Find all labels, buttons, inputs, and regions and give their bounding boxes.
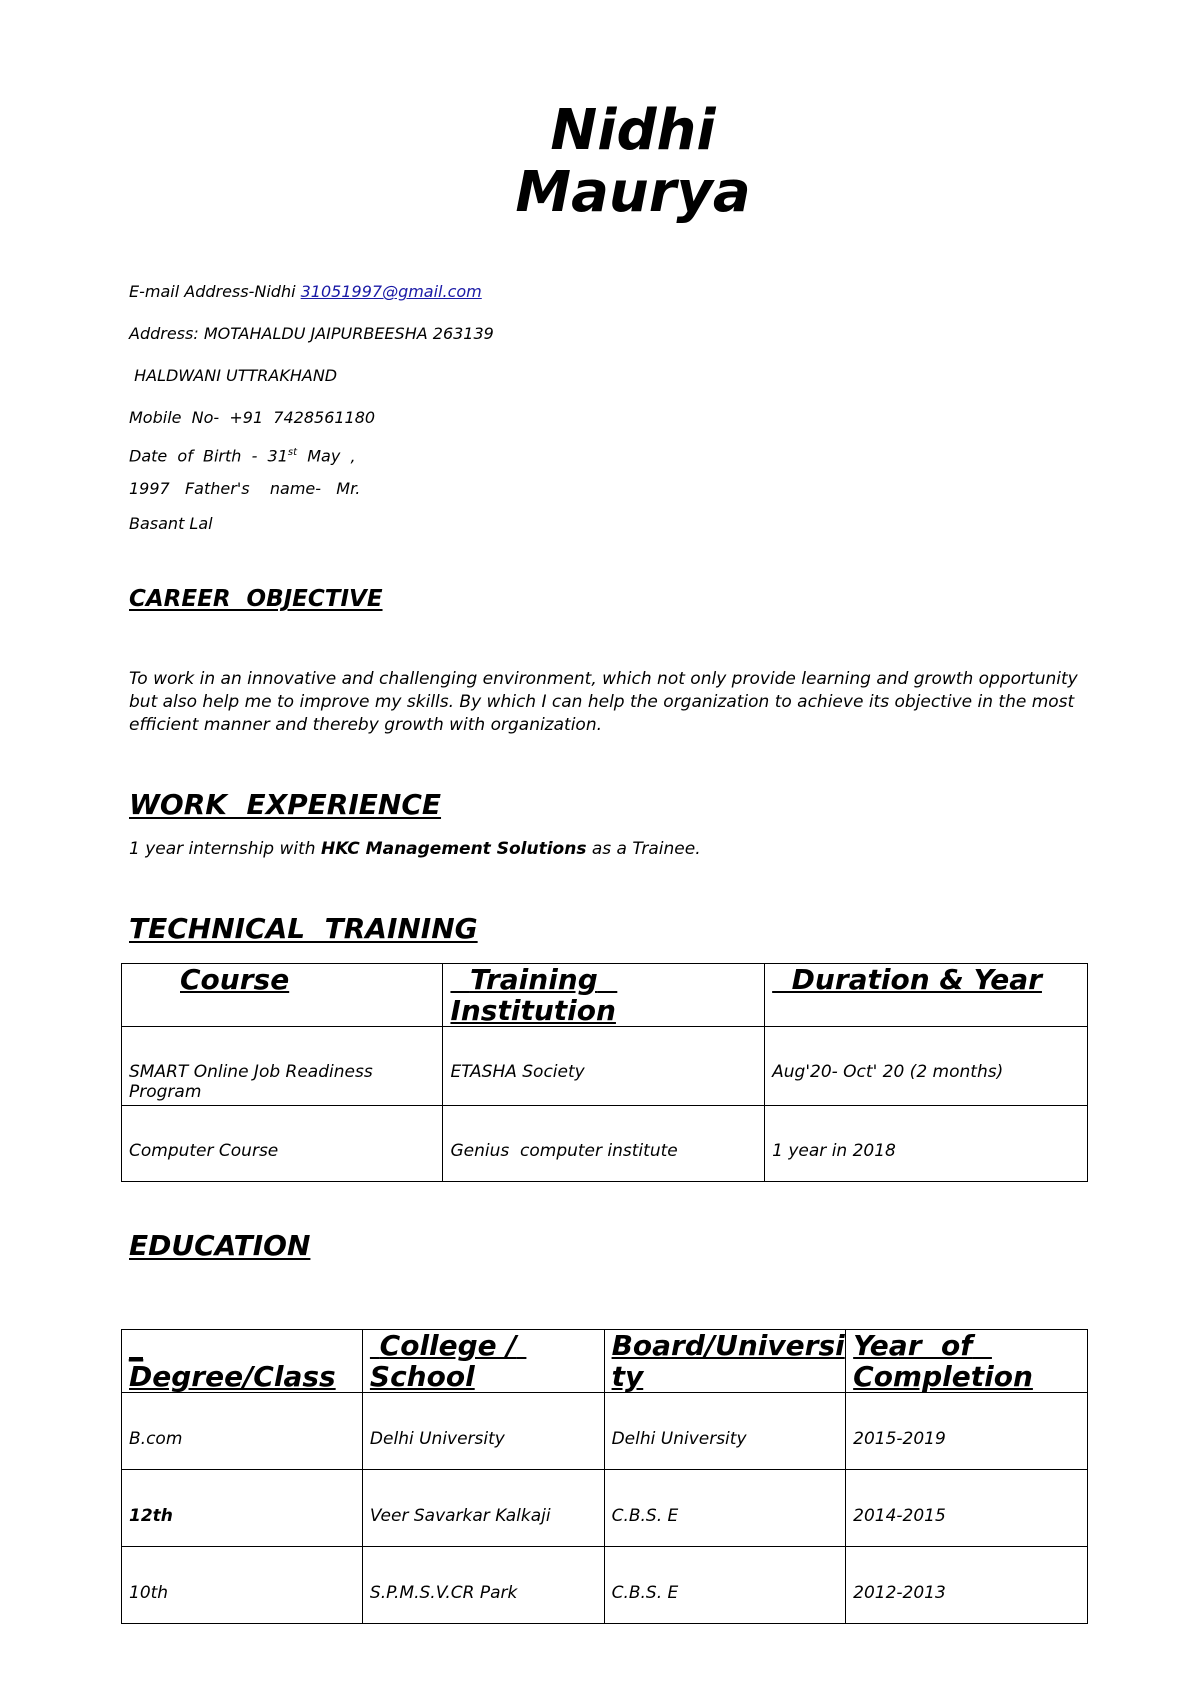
education-year: 2015-2019 — [846, 1393, 1088, 1470]
work-suffix: as a Trainee. — [586, 839, 701, 859]
education-header-board: Board/University — [604, 1330, 846, 1393]
dob-superscript: st — [287, 447, 298, 458]
career-objective-heading: CAREER OBJECTIVE — [129, 586, 383, 612]
education-degree: 10th — [122, 1547, 363, 1624]
education-table — [121, 1329, 1088, 1624]
education-header-year: Year of Completion — [846, 1330, 1088, 1393]
work-experience-heading: WORK EXPERIENCE — [129, 788, 442, 821]
email-label: E-mail Address-Nidhi — [129, 282, 301, 301]
education-degree: 12th — [122, 1470, 363, 1547]
technical-training-heading: TECHNICAL TRAINING — [129, 912, 478, 945]
education-heading: EDUCATION — [129, 1229, 311, 1262]
work-prefix: 1 year internship with — [129, 839, 321, 859]
table-row — [122, 1393, 1088, 1470]
father-name: Basant Lal — [129, 514, 213, 533]
date-of-birth — [129, 443, 356, 466]
education-board: Delhi University — [604, 1393, 846, 1470]
mobile-number: Mobile No- +91 7428561180 — [129, 408, 376, 427]
dob-year-father: 1997 Father's name- Mr. — [129, 479, 361, 498]
last-name: Maurya — [515, 160, 751, 225]
training-header-institution: Training Institution — [443, 964, 765, 1027]
education-board: C.B.S. E — [604, 1547, 846, 1624]
work-experience-text — [129, 838, 1089, 861]
work-company: HKC Management Solutions — [320, 839, 587, 859]
education-degree: B.com — [122, 1393, 363, 1470]
table-row — [122, 1470, 1088, 1547]
education-college: Veer Savarkar Kalkaji — [362, 1470, 604, 1547]
education-header-degree: _ Degree/Class — [122, 1330, 363, 1393]
email-line — [129, 282, 482, 302]
training-course: SMART Online Job Readiness Program — [122, 1027, 443, 1106]
training-header-course: Course — [122, 964, 443, 1027]
candidate-name — [0, 100, 1200, 224]
training-header-row — [122, 964, 1088, 1027]
education-board: C.B.S. E — [604, 1470, 846, 1547]
training-duration: 1 year in 2018 — [765, 1106, 1088, 1182]
education-year: 2012-2013 — [846, 1547, 1088, 1624]
education-college: S.P.M.S.V.CR Park — [362, 1547, 604, 1624]
education-year: 2014-2015 — [846, 1470, 1088, 1547]
training-institution: Genius computer institute — [443, 1106, 765, 1182]
table-row — [122, 1027, 1088, 1106]
education-header-college: College / School — [362, 1330, 604, 1393]
education-header-row — [122, 1330, 1088, 1393]
email-link[interactable]: 31051997@gmail.com — [300, 282, 482, 301]
education-college: Delhi University — [362, 1393, 604, 1470]
table-row — [122, 1106, 1088, 1182]
table-row — [122, 1547, 1088, 1624]
training-course: Computer Course — [122, 1106, 443, 1182]
dob-prefix: Date of Birth - 31 — [129, 446, 288, 466]
dob-suffix: May , — [297, 446, 356, 466]
training-table — [121, 963, 1088, 1182]
training-duration: Aug'20- Oct' 20 (2 months) — [765, 1027, 1088, 1106]
first-name: Nidhi — [550, 98, 716, 163]
training-header-duration: Duration & Year — [765, 964, 1088, 1027]
career-objective-text: To work in an innovative and challenging environment, which not only provide learning and growth opportunity but also help me to improve my skills. By which I can help the organization to achieve its objective in the most efficient manner and thereby growth with organization. — [129, 669, 1078, 735]
address-line-2: HALDWANI UTTRAKHAND — [129, 366, 338, 385]
address-line-1: Address: MOTAHALDU JAIPURBEESHA 263139 — [129, 324, 494, 343]
training-institution: ETASHA Society — [443, 1027, 765, 1106]
